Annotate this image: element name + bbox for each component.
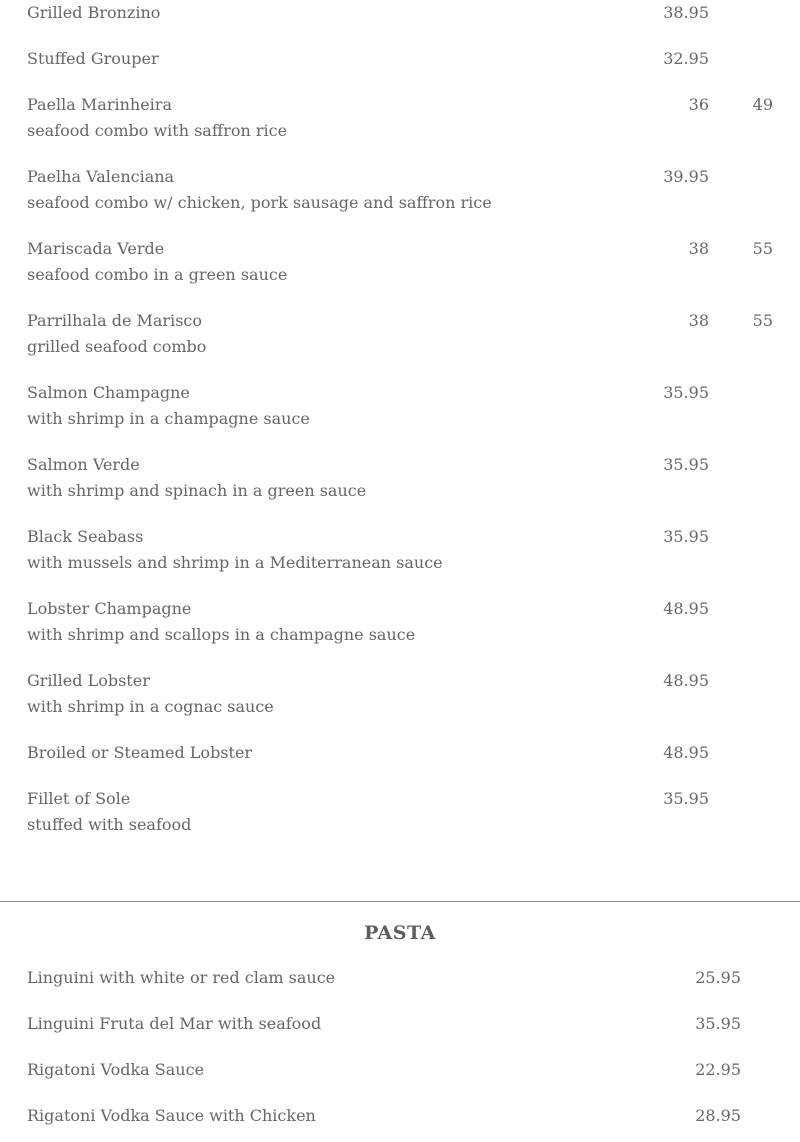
item-name: Rigatoni Vodka Sauce with Chicken [27, 1106, 316, 1125]
item-name: Parrilhala de Marisco [27, 311, 202, 330]
item-description: seafood combo with saffron rice [27, 121, 288, 140]
menu-item [27, 92, 787, 152]
item-price: 35.95 [663, 789, 709, 808]
menu-item [27, 524, 787, 584]
menu-item [27, 965, 747, 995]
item-price: 35.95 [663, 383, 709, 402]
item-name: Salmon Champagne [27, 383, 190, 402]
menu-item [27, 786, 787, 846]
item-description: seafood combo in a green sauce [27, 265, 288, 284]
item-price: 35.95 [663, 527, 709, 546]
item-description: grilled seafood combo [27, 337, 207, 356]
item-name: Grilled Lobster [27, 671, 150, 690]
item-price: 36 [688, 95, 709, 114]
section-divider [0, 901, 800, 902]
item-name: Linguini Fruta del Mar with seafood [27, 1014, 322, 1033]
item-name: Broiled or Steamed Lobster [27, 743, 253, 762]
item-name: Lobster Champagne [27, 599, 192, 618]
menu-item [27, 452, 787, 512]
menu-item [27, 308, 787, 368]
item-name: Stuffed Grouper [27, 49, 159, 68]
item-price: 32.95 [663, 49, 709, 68]
menu-item [27, 380, 787, 440]
menu-item [27, 596, 787, 656]
item-name: Rigatoni Vodka Sauce [27, 1060, 205, 1079]
item-description: with shrimp and spinach in a green sauce [27, 481, 367, 500]
item-price-large: 49 [752, 95, 773, 114]
item-price: 25.95 [695, 968, 741, 987]
item-price-large: 55 [752, 311, 773, 330]
item-name: Paelha Valenciana [27, 167, 175, 186]
item-name: Paella Marinheira [27, 95, 172, 114]
menu-item [27, 1011, 747, 1041]
item-price: 38 [688, 239, 709, 258]
item-price: 38.95 [663, 3, 709, 22]
section-title-pasta: PASTA [364, 922, 436, 944]
item-price: 48.95 [663, 743, 709, 762]
item-name: Mariscada Verde [27, 239, 165, 258]
item-description: with mussels and shrimp in a Mediterranean sauce [27, 553, 443, 572]
item-name: Grilled Bronzino [27, 3, 161, 22]
item-description: with shrimp in a cognac sauce [27, 697, 274, 716]
item-price: 48.95 [663, 599, 709, 618]
menu-item [27, 668, 787, 728]
menu-item [27, 1103, 747, 1133]
menu-item [27, 236, 787, 296]
item-price: 35.95 [695, 1014, 741, 1033]
item-name: Fillet of Sole [27, 789, 131, 808]
item-price: 39.95 [663, 167, 709, 186]
menu-item [27, 164, 787, 224]
item-name: Linguini with white or red clam sauce [27, 968, 336, 987]
item-price-large: 55 [752, 239, 773, 258]
item-name: Black Seabass [27, 527, 144, 546]
item-price: 28.95 [695, 1106, 741, 1125]
menu-item [27, 1057, 747, 1087]
item-price: 22.95 [695, 1060, 741, 1079]
item-description: stuffed with seafood [27, 815, 192, 834]
item-description: seafood combo w/ chicken, pork sausage and saffron rice [27, 193, 492, 212]
item-name: Salmon Verde [27, 455, 140, 474]
item-price: 35.95 [663, 455, 709, 474]
item-description: with shrimp and scallops in a champagne sauce [27, 625, 416, 644]
item-description: with shrimp in a champagne sauce [27, 409, 310, 428]
item-price: 38 [688, 311, 709, 330]
item-price: 48.95 [663, 671, 709, 690]
